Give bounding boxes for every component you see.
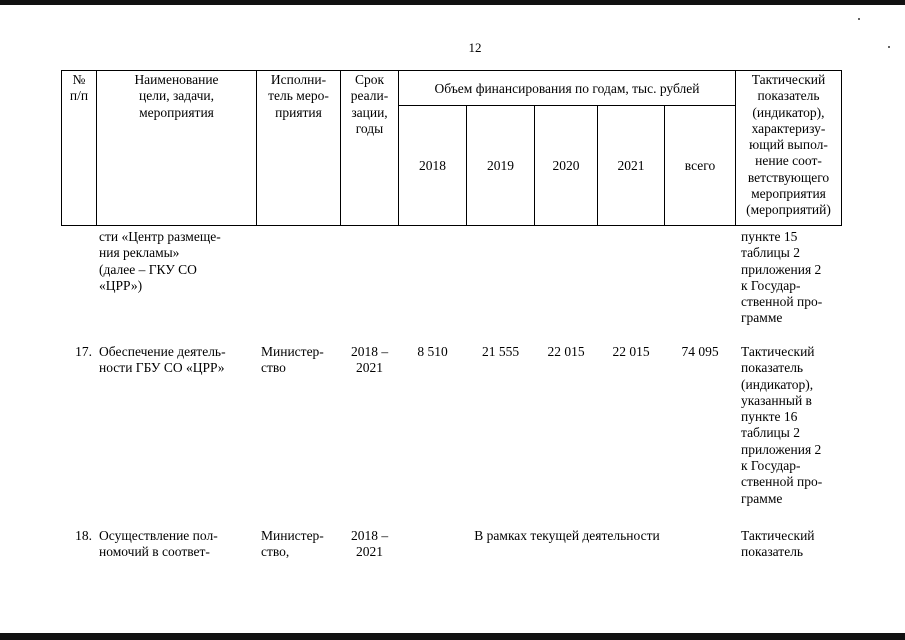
header-text: п/п bbox=[69, 88, 89, 104]
cell-text: приложения 2 bbox=[741, 441, 822, 457]
header-text: № bbox=[72, 72, 86, 87]
row-term bbox=[340, 344, 399, 377]
header-text: тель меро- bbox=[268, 88, 329, 104]
cell-text: к Государ- bbox=[741, 277, 801, 293]
cell-text: грамме bbox=[741, 490, 783, 506]
cell-text: указанный в bbox=[741, 392, 812, 408]
header-indicator bbox=[735, 72, 842, 219]
cell-text: Тактический bbox=[741, 528, 815, 543]
cell-text: показатель bbox=[741, 360, 804, 376]
value-2018: 8 510 bbox=[417, 344, 448, 359]
header-text: мероприятия bbox=[751, 186, 826, 202]
scan-speck bbox=[888, 46, 890, 48]
financing-note: В рамках текущей деятельности bbox=[474, 528, 660, 543]
cell-text: Министер- bbox=[261, 344, 324, 359]
header-text: ющий выпол- bbox=[749, 137, 828, 153]
header-text: приятия bbox=[275, 104, 322, 120]
cell-text: пункте 16 bbox=[741, 409, 798, 425]
grid-line bbox=[61, 225, 842, 226]
row-number: 18. bbox=[75, 528, 92, 543]
scan-top-border bbox=[0, 0, 905, 5]
value-2021: 22 015 bbox=[612, 344, 650, 359]
row-indicator bbox=[741, 229, 841, 327]
cell-text: ство, bbox=[261, 544, 290, 560]
cell-text: 2021 bbox=[356, 544, 383, 560]
cell-text: ственной про- bbox=[741, 294, 823, 310]
header-text: характеризу- bbox=[751, 120, 826, 136]
header-text: мероприятия bbox=[139, 104, 214, 120]
header-number bbox=[61, 72, 97, 105]
header-executor bbox=[256, 72, 341, 121]
cell-text: пункте 15 bbox=[741, 229, 798, 244]
header-text: (мероприятий) bbox=[746, 202, 831, 218]
cell-text: Министер- bbox=[261, 528, 324, 543]
row-name bbox=[99, 344, 256, 377]
cell-text: таблицы 2 bbox=[741, 425, 800, 441]
cell-text: таблицы 2 bbox=[741, 245, 800, 261]
header-text: Тактический bbox=[751, 72, 826, 87]
row-executor bbox=[261, 528, 341, 561]
header-financing: Объем финансирования по годам, тыс. рублей bbox=[434, 81, 700, 96]
header-year-2021: 2021 bbox=[617, 158, 645, 173]
header-text: Срок bbox=[354, 72, 385, 87]
cell-text: (далее – ГКУ СО bbox=[99, 261, 197, 277]
cell-text: грамме bbox=[741, 310, 783, 326]
cell-text: «ЦРР») bbox=[99, 277, 143, 293]
cell-text: 2021 bbox=[356, 360, 383, 376]
cell-text: к Государ- bbox=[741, 458, 801, 474]
header-text: реали- bbox=[350, 88, 389, 104]
cell-text: сти «Центр размеще- bbox=[99, 229, 221, 244]
header-text: показатель bbox=[757, 88, 820, 104]
header-name bbox=[96, 72, 257, 121]
cell-text: ство bbox=[261, 360, 286, 376]
cell-text: показатель bbox=[741, 544, 804, 560]
grid-line bbox=[398, 105, 735, 106]
header-total: всего bbox=[684, 158, 716, 173]
cell-text: 2018 – bbox=[350, 528, 389, 543]
value-total: 74 095 bbox=[681, 344, 719, 359]
cell-text: Тактический bbox=[741, 344, 815, 359]
cell-text: номочий в соответ- bbox=[99, 544, 210, 560]
row-name bbox=[99, 528, 256, 561]
scan-bottom-border bbox=[0, 633, 905, 640]
header-text: ветствующего bbox=[747, 169, 830, 185]
row-term bbox=[340, 528, 399, 561]
header-text: Наименование bbox=[134, 72, 219, 87]
header-text: зации, bbox=[351, 104, 388, 120]
page-number: 12 bbox=[468, 40, 482, 55]
header-year-2018: 2018 bbox=[419, 158, 446, 173]
row-number: 17. bbox=[75, 344, 92, 359]
cell-text: Осуществление пол- bbox=[99, 528, 218, 543]
header-year-2019: 2019 bbox=[487, 158, 514, 173]
cell-text: ности ГБУ СО «ЦРР» bbox=[99, 360, 225, 376]
cell-text: ственной про- bbox=[741, 474, 823, 490]
header-year-2020: 2020 bbox=[552, 158, 580, 173]
value-2020: 22 015 bbox=[547, 344, 585, 359]
header-text: нение соот- bbox=[755, 153, 822, 169]
value-2019: 21 555 bbox=[481, 344, 520, 359]
cell-text: (индикатор), bbox=[741, 376, 814, 392]
cell-text: Обеспечение деятель- bbox=[99, 344, 226, 359]
cell-text: ния рекламы» bbox=[99, 245, 180, 261]
header-text: Исполни- bbox=[270, 72, 327, 87]
row-indicator bbox=[741, 528, 841, 561]
row-name bbox=[99, 229, 256, 294]
header-text: (индикатор), bbox=[752, 104, 825, 120]
cell-text: 2018 – bbox=[350, 344, 389, 359]
row-indicator bbox=[741, 344, 841, 507]
row-executor bbox=[261, 344, 341, 377]
scan-speck bbox=[858, 18, 860, 20]
header-text: годы bbox=[355, 120, 384, 136]
header-text: цели, задачи, bbox=[139, 88, 214, 104]
grid-line bbox=[61, 70, 842, 71]
cell-text: приложения 2 bbox=[741, 261, 822, 277]
header-term bbox=[340, 72, 399, 137]
